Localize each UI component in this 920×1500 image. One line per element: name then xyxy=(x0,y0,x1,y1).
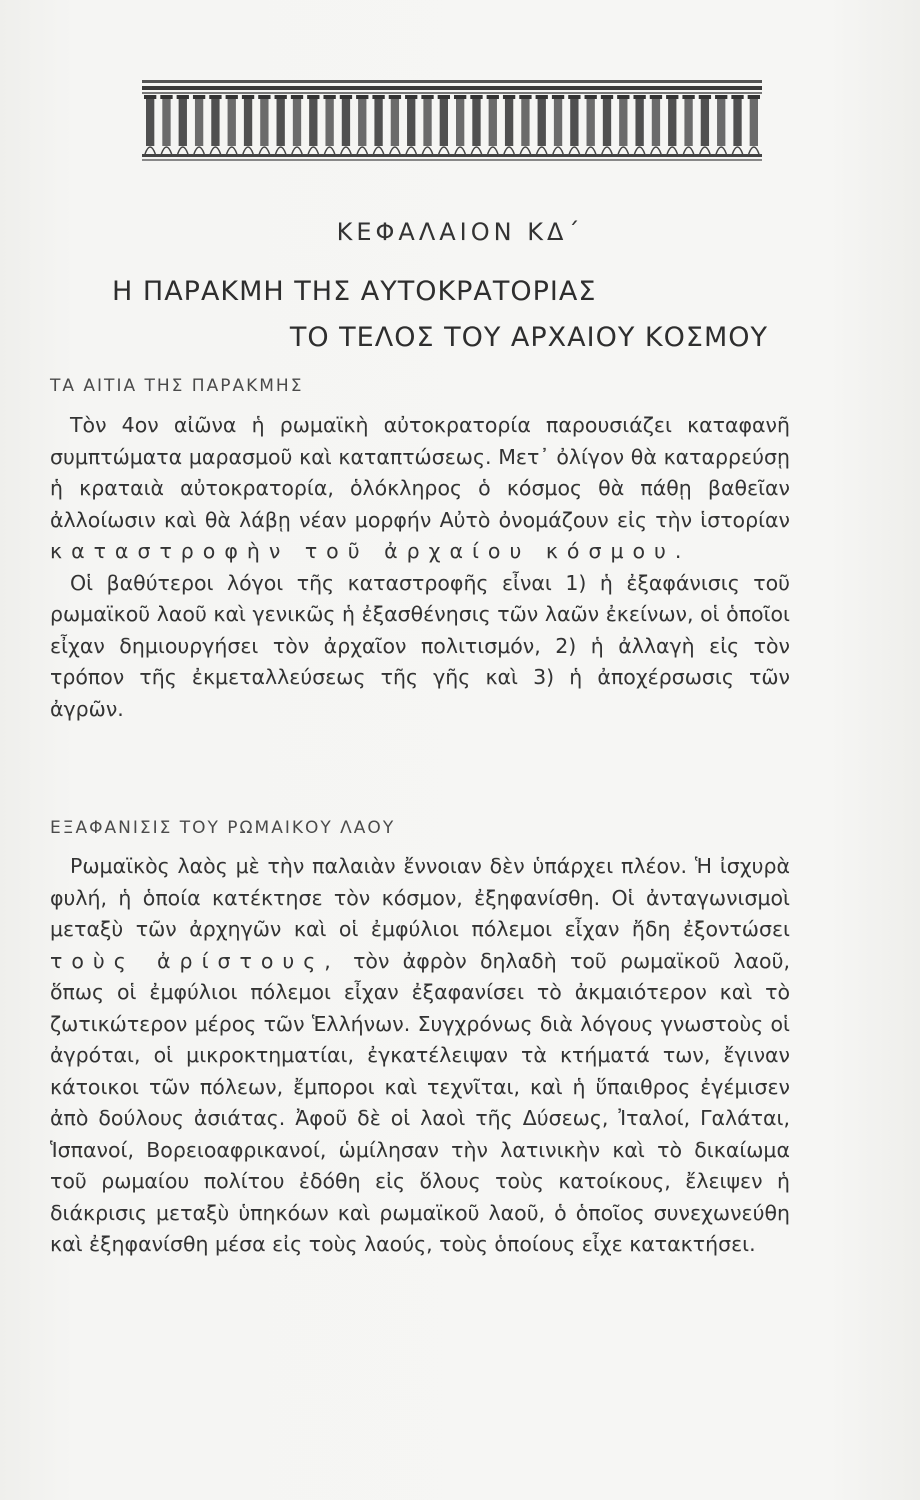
paragraph: Οἱ βαθύτεροι λόγοι τῆς καταστροφῆς εἶναι 1) ἡ ἐξαφάνισις τοῦ ρωμαϊκοῦ λαοῦ καὶ γενικῶς ἡ ἐξασθένησις τῶν λαῶν ἐκείνων, οἱ ὁποῖοι εἶχαν δημιουργήσει τὸν ἀρχαῖον πολιτισμόν, 2) ἡ ἀλλαγὴ εἰς τὸν τρόπον τῆς ἐκμεταλλεύσεως τῆς γῆς καὶ 3) ἡ ἀποχέρσωσις τῶν ἀγρῶν. xyxy=(50,570,790,721)
section-causes-body xyxy=(50,410,790,725)
paragraph xyxy=(50,410,790,568)
paragraph-text: Τὸν 4ον αἰῶνα ἡ ρωμαϊκὴ αὐτοκρατορία παρουσιάζει καταφανῆ συμπτώματα μαρασμοῦ καὶ καταπτώσεως. Μετ᾽ ὀλίγον θὰ καταρρεύσῃ ἡ κραταιὰ αὐτοκρατορία, ὁλόκληρος ὁ κόσμος θὰ πάθῃ βαθεῖαν ἀλλοίωσιν καὶ θὰ λάβῃ νέαν μορφήν Αὐτὸ ὀνομάζουν εἰς τὴν ἱστορίαν xyxy=(50,413,790,532)
paragraph-text: Ρωμαϊκὸς λαὸς μὲ τὴν παλαιὰν ἔννοιαν δὲν ὑπάρχει πλέον. Ἡ ἰσχυρὰ φυλή, ἡ ὁποία κατέκτησε τὸν κόσμον, ἐξηφανίσθη. Οἱ ἀνταγωνισμοὶ μεταξὺ τῶν ἀρχηγῶν καὶ οἱ ἐμφύλιοι πόλεμοι εἶχαν ἤδη ἐξοντώσει xyxy=(50,854,790,941)
section-disappearance-body xyxy=(50,851,790,1261)
section-heading-causes: ΤΑ ΑΙΤΙΑ ΤΗΣ ΠΑΡΑΚΜΗΣ xyxy=(50,376,304,396)
chapter-title-line-1: Η ΠΑΡΑΚΜΗ ΤΗΣ ΑΥΤΟΚΡΑΤΟΡΙΑΣ xyxy=(112,276,597,307)
section-heading-disappearance: ΕΞΑΦΑΝΙΣΙΣ ΤΟΥ ΡΩΜΑΙΚΟΥ ΛΑΟΥ xyxy=(50,818,396,838)
paragraph xyxy=(50,851,790,1261)
paragraph-text: τὸν ἀφρὸν δηλαδὴ τοῦ ρωμαϊκοῦ λαοῦ, ὅπως οἱ ἐμφύλιοι πόλεμοι εἶχαν ἐξαφανίσει τὸ ἀκμαιότερον καὶ τὸ ζωτικώτερον μέρος τῶν Ἑλλήνων. Συγχρόνως διὰ λόγους γνωστοὺς οἱ ἀγρόται, οἱ μικροκτηματίαι, ἐγκατέλειψαν τὰ κτήματά των, ἔγιναν κάτοικοι τῶν πόλεων, ἔμποροι καὶ τεχνῖται, καὶ ἡ ὕπαιθρος ἐγέμισεν ἀπὸ δούλους ἀσιάτας. Ἀφοῦ δὲ οἱ λαοὶ τῆς Δύσεως, Ἰταλοί, Γαλάται, Ἱσπανοί, Βορειοαφρικανοί, ὡμίλησαν τὴν λατινικὴν καὶ τὸ δικαίωμα τοῦ ρωμαίου πολίτου ἐδόθη εἰς ὅλους τοὺς κατοίκους, ἔλειψεν ἡ διάκρισις μεταξὺ ὑπηκόων καὶ ρωμαϊκοῦ λαοῦ, ὁ ὁποῖος συνεχωνεύθη καὶ ἐξηφανίσθη μέσα εἰς τοὺς λαούς, τοὺς ὁποίους εἶχε κατακτήσει. xyxy=(50,948,790,1256)
chapter-title-line-2: ΤΟ ΤΕΛΟΣ ΤΟΥ ΑΡΧΑΙΟΥ ΚΟΣΜΟΥ xyxy=(289,322,768,353)
spaced-emphasis-text: τοὺς ἀρίστους, xyxy=(50,948,340,973)
colonnade-frieze-ornament xyxy=(142,80,762,162)
spaced-emphasis-text: καταστροφὴν τοῦ ἀρχαίου κόσμου. xyxy=(50,539,691,563)
chapter-number-title: ΚΕΦΑΛΑΙΟΝ ΚΔ΄ xyxy=(336,218,584,246)
